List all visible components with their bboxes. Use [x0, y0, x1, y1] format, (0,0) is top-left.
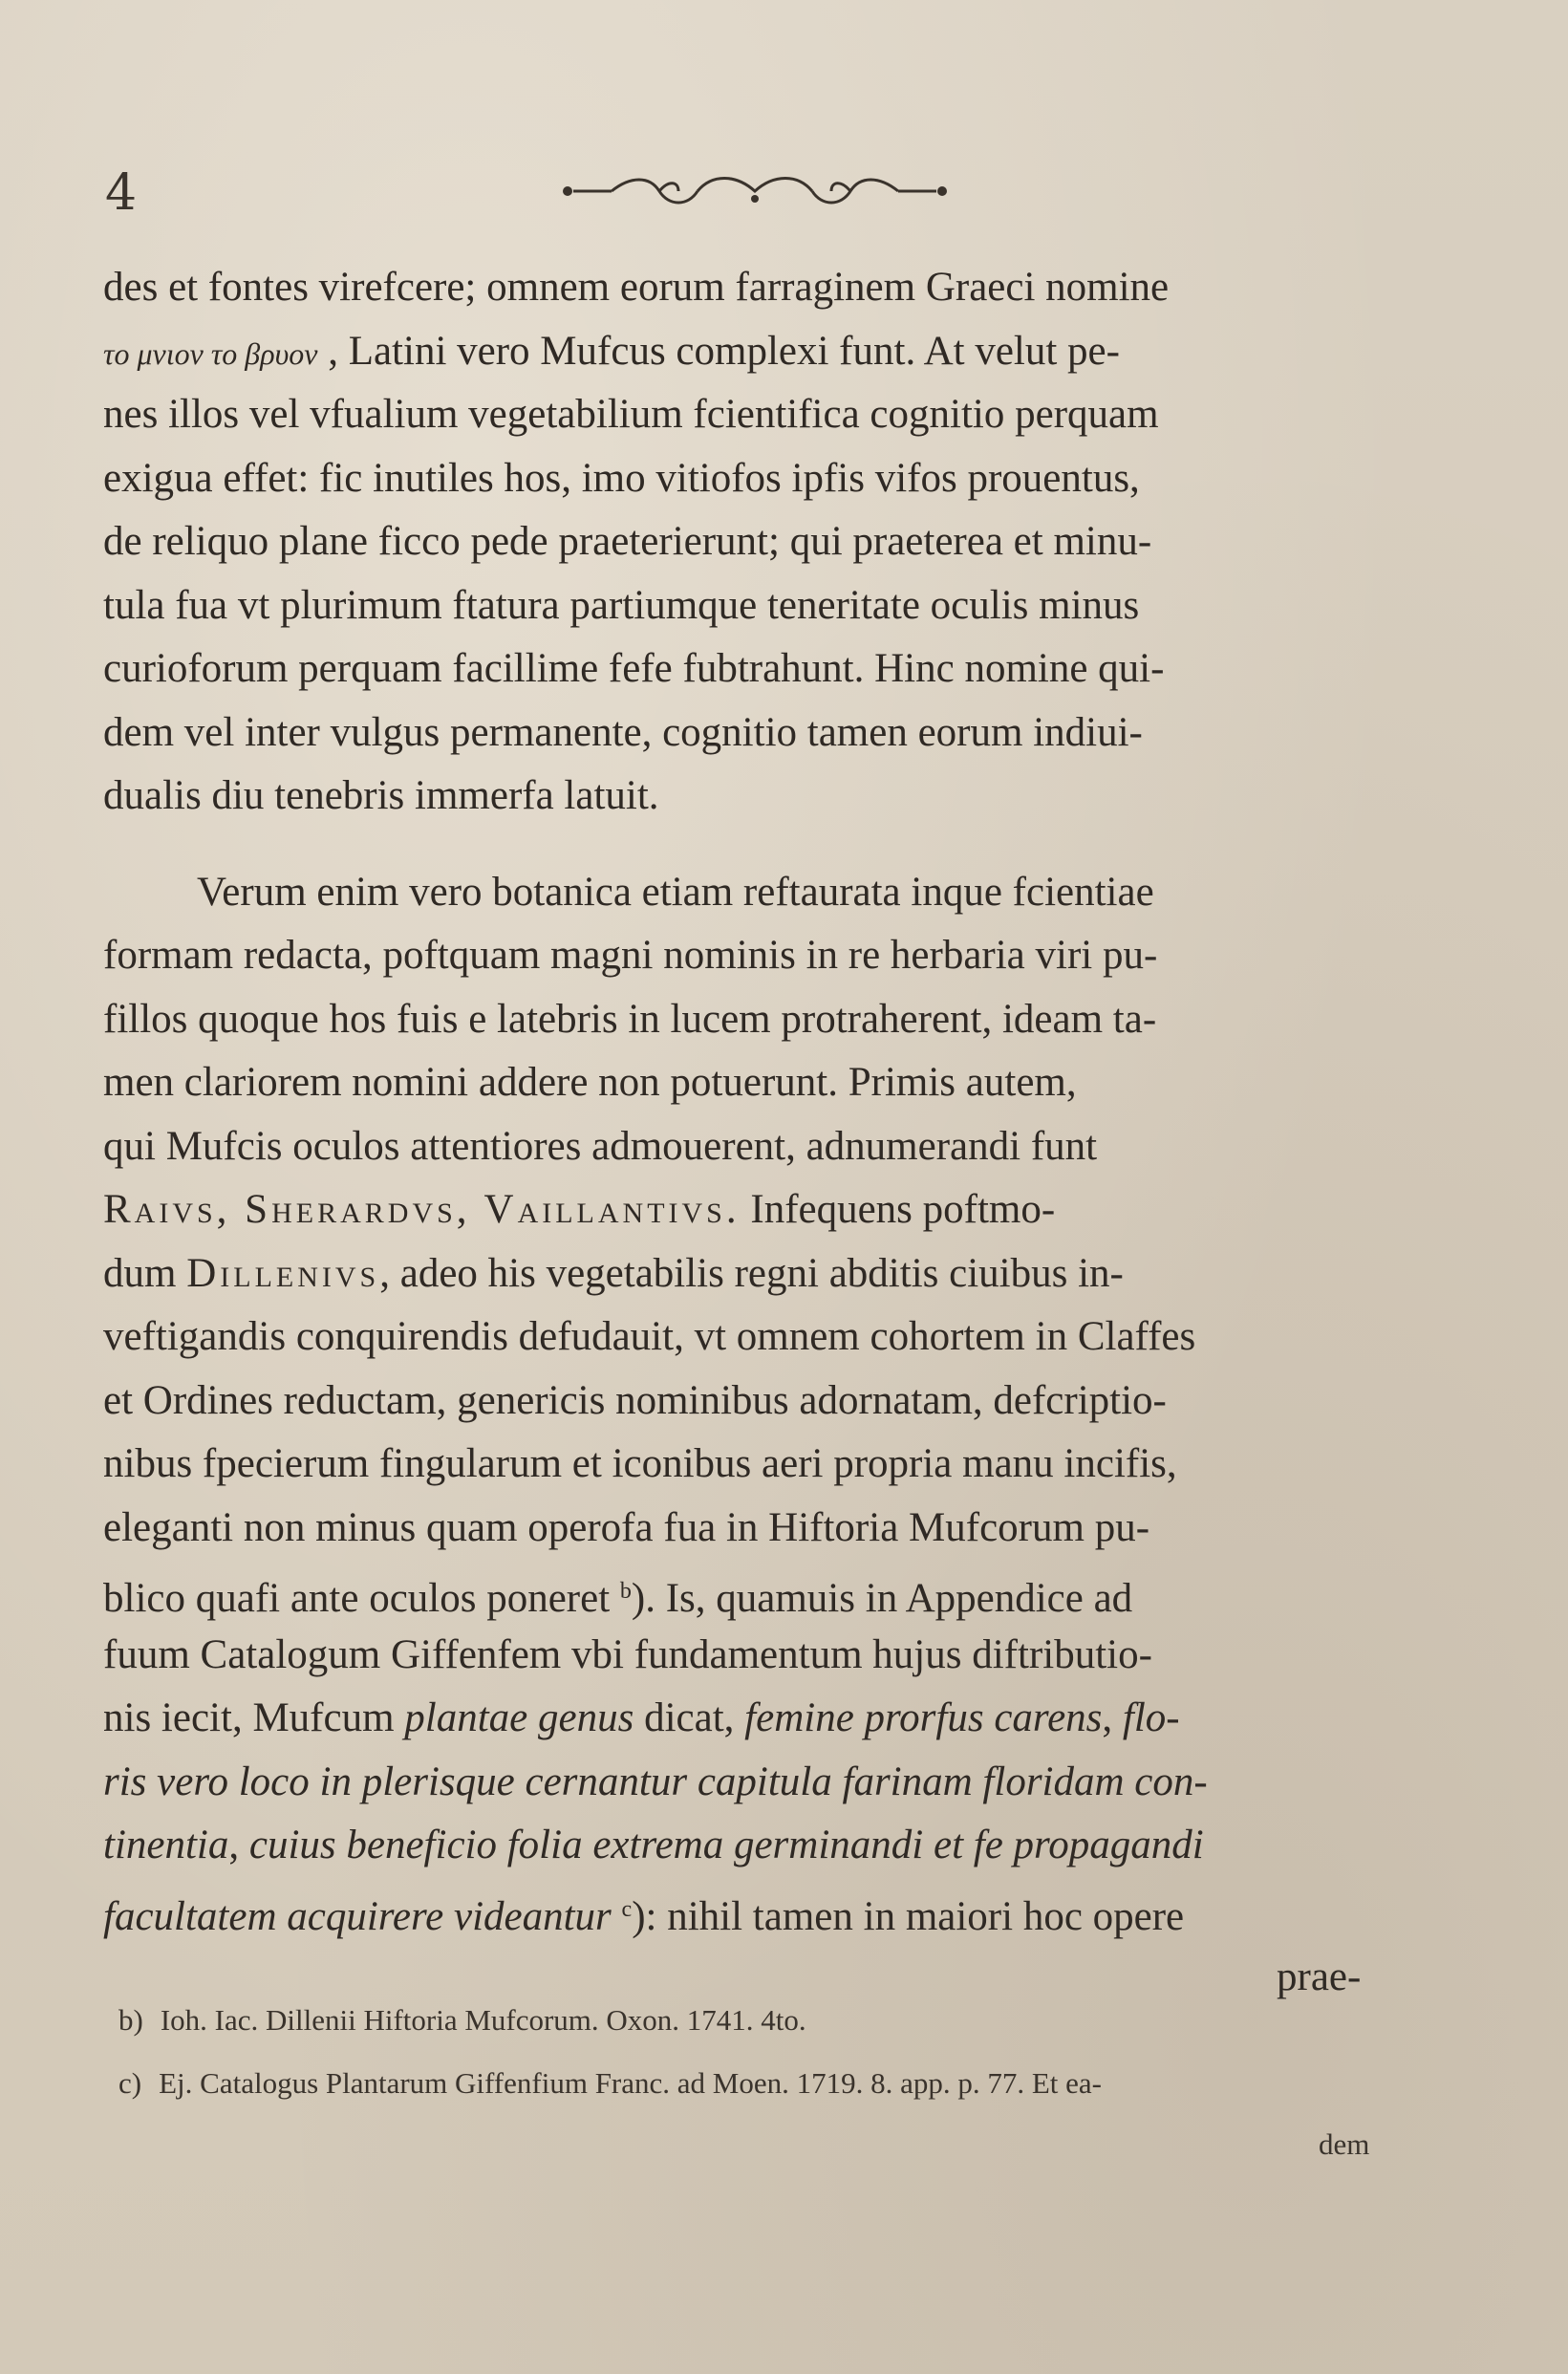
text-segment: curioforum perquam facillime fefe fubtrahunt. Hinc nomine qui-: [103, 646, 1165, 691]
text-line-content: [103, 1497, 1149, 1561]
text-line: [103, 1497, 1403, 1561]
text-segment: cuius beneficio folia extrema germinandi et fe propagandi: [248, 1823, 1204, 1867]
text-segment: exigua effet: fic inutiles hos, imo vitiofos ipfis vifos prouentus,: [103, 455, 1140, 501]
text-line-content: [103, 1115, 1097, 1179]
text-line-content: [103, 637, 1164, 701]
text-segment: Verum enim vero botanica etiam reftaurata inque fcientiae: [197, 869, 1154, 915]
paragraph-1: [103, 256, 1403, 829]
text-line-content: [103, 1814, 1204, 1878]
text-segment: tula fua vt plurimum ftatura partiumque teneritate oculis minus: [103, 582, 1140, 628]
catchword: prae-: [1277, 1954, 1362, 1999]
text-segment: Infequens poftmo-: [740, 1187, 1056, 1232]
text-segment: b: [619, 1579, 632, 1604]
text-line: [103, 320, 1403, 384]
text-line-content: [197, 861, 1154, 925]
text-line-content: [103, 1560, 1132, 1624]
text-line-content: [103, 1306, 1195, 1370]
text-line: [103, 1814, 1403, 1878]
text-line-content: [103, 701, 1143, 766]
text-segment: dualis diu tenebris immerfa latuit.: [103, 773, 659, 818]
text-line-content: [103, 1687, 1180, 1751]
text-segment: c: [621, 1896, 633, 1922]
text-segment: Raivs, Sherardvs, Vaillantivs.: [103, 1187, 741, 1232]
text-line: [103, 1560, 1403, 1624]
footnote-label: b): [118, 2003, 143, 2037]
text-line-content: [103, 256, 1169, 320]
paragraph-2: [103, 861, 1403, 1942]
text-segment: et Ordines reductam, genericis nominibus adornatam, defcriptio-: [103, 1377, 1167, 1423]
text-segment: fillos quoque hos fuis e latebris in lucem protraherent, ideam ta-: [103, 996, 1157, 1042]
text-segment: ,: [228, 1823, 249, 1867]
text-segment: fuum Catalogum Giffenfem vbi fundamentum hujus diftributio-: [103, 1631, 1152, 1677]
text-segment: [612, 1894, 622, 1939]
text-line-content: [103, 1433, 1177, 1497]
footnote-continuation: dem: [1319, 2127, 1370, 2161]
page-number: 4: [105, 164, 138, 222]
text-segment: ris vero loco in plerisque cernantur capitula farinam floridam con-: [103, 1759, 1208, 1804]
text-line: [103, 1178, 1403, 1242]
text-line-content: [103, 924, 1157, 988]
text-line: [103, 1433, 1403, 1497]
text-line-content: [103, 1624, 1152, 1688]
text-line-content: [103, 510, 1151, 574]
footnote-label: c): [118, 2066, 142, 2100]
text-line: [103, 383, 1403, 447]
text-line: [103, 510, 1403, 574]
text-line-content: [103, 765, 659, 829]
text-line: [103, 924, 1403, 988]
text-line: [103, 765, 1403, 829]
text-line: [103, 256, 1403, 320]
text-line: [103, 1242, 1403, 1306]
text-segment: dicat,: [634, 1695, 745, 1740]
text-line: [103, 1115, 1403, 1179]
text-segment: nibus fpecierum fingularum et iconibus aeri propria manu incifis,: [103, 1441, 1177, 1486]
footnote-text: Ej. Catalogus Plantarum Giffenfium Franc. ad Moen. 1719. 8. app. p. 77. Et ea-: [159, 2066, 1103, 2100]
text-line: [103, 988, 1403, 1052]
text-segment: dum: [103, 1250, 187, 1296]
text-line-content: [103, 320, 1120, 384]
text-segment: Dillenivs: [186, 1250, 380, 1296]
text-line: [103, 447, 1403, 511]
text-segment: το μνιον το βρυον: [103, 335, 318, 371]
text-line: [103, 1751, 1403, 1815]
text-segment: formam redacta, poftquam magni nominis in re herbaria viri pu-: [103, 933, 1158, 978]
text-segment: plantae genus: [404, 1695, 634, 1740]
text-segment: ): nihil tamen in maiori hoc opere: [632, 1893, 1185, 1939]
text-segment: nes illos vel vfualium vegetabilium fcientifica cognitio perquam: [103, 392, 1159, 437]
text-line-content: [103, 1178, 1055, 1242]
text-segment: , adeo his vegetabilis regni abditis ciuibus in-: [379, 1250, 1124, 1296]
text-line: [103, 861, 1403, 925]
text-segment: nis iecit, Mufcum: [103, 1695, 405, 1740]
text-segment: ,: [1102, 1695, 1123, 1740]
footnote-text: Ioh. Iac. Dillenii Hiftoria Mufcorum. Oxon. 1741. 4to.: [160, 2003, 806, 2037]
text-segment: femine prorfus carens: [744, 1695, 1103, 1740]
text-line: [103, 1051, 1403, 1115]
text-segment: ). Is, quamuis in Appendice ad: [631, 1576, 1133, 1621]
text-line: [103, 1370, 1403, 1434]
text-line-content: [103, 574, 1139, 638]
text-line-content: [103, 1242, 1124, 1306]
text-segment: flo-: [1122, 1695, 1180, 1740]
text-line-content: [103, 1878, 1184, 1942]
text-segment: facultatem acquirere videantur: [103, 1893, 612, 1939]
text-line: [103, 701, 1403, 766]
text-line-content: [103, 447, 1140, 511]
text-segment: , Latini vero Mufcus complexi funt. At velut pe-: [317, 328, 1120, 374]
text-line: [103, 637, 1403, 701]
text-line-content: [103, 988, 1156, 1052]
text-line: [103, 1624, 1403, 1688]
text-segment: tinentia: [103, 1823, 229, 1867]
text-line-content: [103, 1370, 1167, 1434]
text-line: [103, 1687, 1403, 1751]
text-segment: blico quafi ante oculos poneret: [103, 1576, 620, 1621]
text-line: [103, 1878, 1403, 1942]
footnote-c: [118, 2066, 1102, 2101]
body-text: [103, 256, 1403, 1941]
text-line-content: [103, 383, 1159, 447]
text-line: [103, 1306, 1403, 1370]
text-segment: eleganti non minus quam operofa fua in Hiftoria Mufcorum pu-: [103, 1504, 1150, 1550]
text-line: [103, 574, 1403, 638]
text-segment: des et fontes virefcere; omnem eorum farraginem Graeci nomine: [103, 265, 1170, 310]
text-segment: dem vel inter vulgus permanente, cognitio tamen eorum indiui-: [103, 709, 1143, 755]
text-segment: men clariorem nomini addere non potuerunt. Primis autem,: [103, 1060, 1077, 1105]
text-segment: qui Mufcis oculos attentiores admouerent, adnumerandi funt: [103, 1123, 1098, 1169]
footnote-b: [118, 2003, 806, 2038]
text-segment: de reliquo plane ficco pede praeterierunt; qui praeterea et minu-: [103, 519, 1152, 564]
text-segment: veftigandis conquirendis defudauit, vt omnem cohortem in Claffes: [103, 1314, 1196, 1359]
ornamental-rule-icon: [554, 170, 956, 212]
text-line-content: [103, 1051, 1077, 1115]
text-line-content: [103, 1751, 1208, 1815]
